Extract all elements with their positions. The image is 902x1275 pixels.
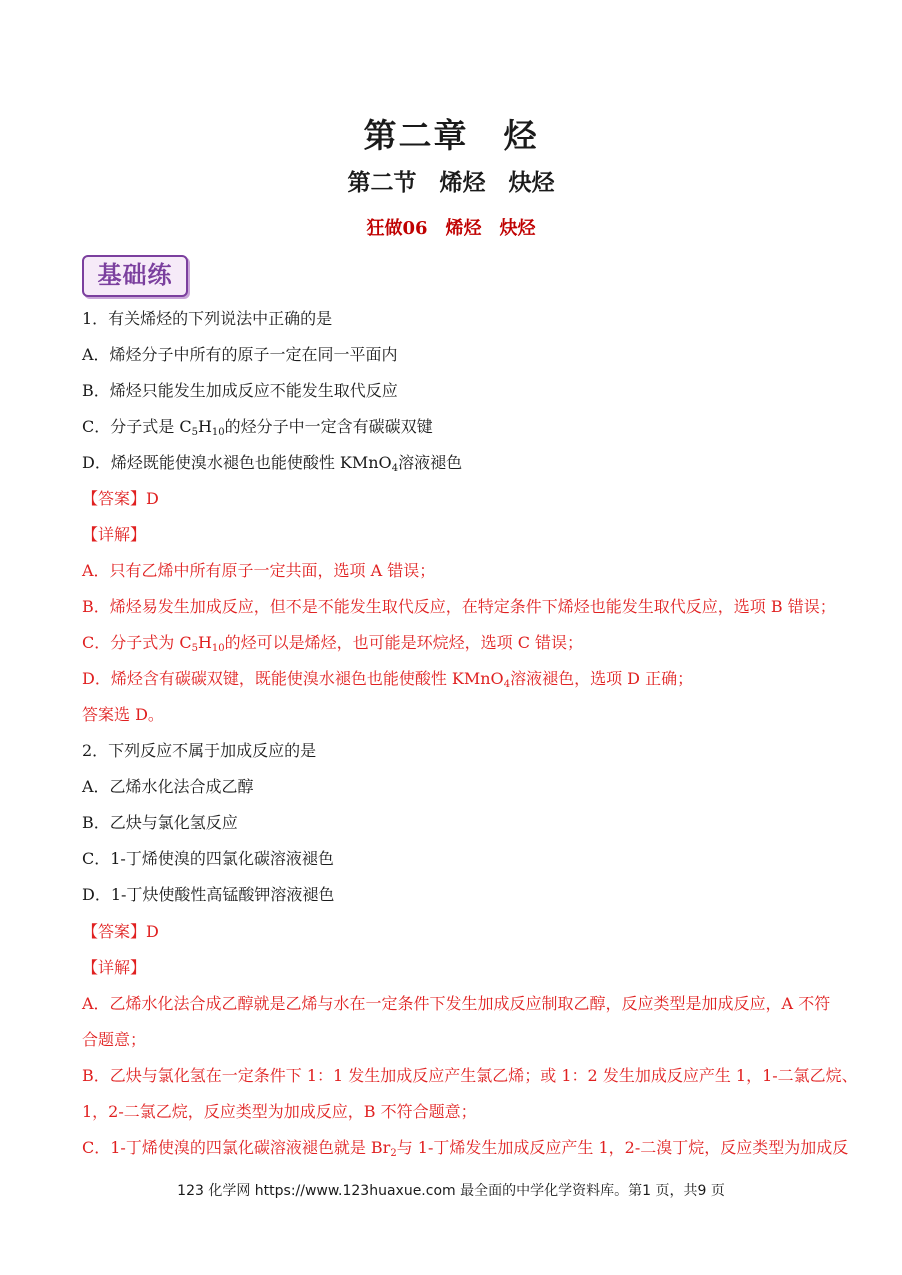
subscript: 5: [191, 427, 198, 438]
q2-stem: 2．下列反应不属于加成反应的是: [82, 741, 317, 760]
text: 溶液褪色，选项 D 正确；: [510, 669, 694, 688]
text: H: [197, 417, 212, 436]
q2-option-b: B．乙炔与氯化氢反应: [82, 813, 238, 832]
q2-answer: [82, 922, 159, 942]
exercise-subtitle: 狂做06 烯烃 炔烃: [366, 218, 536, 239]
text: C．分子式为 C: [82, 633, 192, 652]
subscript: 4: [503, 679, 511, 690]
badge-label: 基础练: [97, 260, 173, 289]
q1-explanation-a: A．只有乙烯中所有原子一定共面，选项 A 错误；: [82, 561, 436, 580]
text: D．烯烃含有碳碳双键，既能使溴水褪色也能使酸性 KMnO: [82, 669, 504, 688]
q2-explanation-c: [82, 1138, 848, 1158]
subscript: 10: [211, 427, 225, 438]
text: 的烃可以是烯烃，也可能是环烷烃，选项 C 错误；: [224, 633, 584, 652]
q1-detail-label: 【详解】: [82, 525, 147, 544]
chapter-title: 第二章 烃: [363, 116, 539, 155]
q2-explanation-b-line2: 1，2-二氯乙烷，反应类型为加成反应，B 不符合题意；: [82, 1102, 477, 1121]
text: 的烃分子中一定含有碳碳双键: [224, 417, 433, 436]
answer-label: 【答案】: [82, 489, 147, 508]
text: 与 1-丁烯发生加成反应产生 1，2-二溴丁烷，反应类型为加成反: [396, 1138, 849, 1157]
q1-answer: [82, 489, 159, 509]
basic-practice-badge: [82, 255, 188, 297]
q1-stem: 1．有关烯烃的下列说法中正确的是: [82, 309, 333, 328]
q2-explanation-a-line2: 合题意；: [82, 1030, 147, 1049]
q1-explanation-b: B．烯烃易发生加成反应，但不是不能发生取代反应，在特定条件下烯烃也能发生取代反应，选项 B 错误；: [82, 597, 836, 616]
text: C．1-丁烯使溴的四氯化碳溶液褪色就是 Br: [82, 1138, 391, 1157]
page-footer: 123 化学网 https://www.123huaxue.com 最全面的中学化学资料库。第1 页，共9 页: [177, 1183, 725, 1199]
q2-option-a: A．乙烯水化法合成乙醇: [82, 777, 254, 796]
text: H: [197, 633, 212, 652]
q2-option-d: D．1-丁炔使酸性高锰酸钾溶液褪色: [82, 885, 335, 904]
text: D．烯烃既能使溴水褪色也能使酸性 KMnO: [82, 453, 392, 472]
q1-option-b: B．烯烃只能发生加成反应不能发生取代反应: [82, 381, 398, 400]
section-title: 第二节 烯烃 炔烃: [347, 169, 555, 196]
q1-explanation-c: [82, 633, 583, 653]
answer-value: D: [146, 922, 159, 941]
text: C．分子式是 C: [82, 417, 192, 436]
q1-conclusion: 答案选 D。: [82, 705, 164, 724]
q2-detail-label: 【详解】: [82, 958, 147, 977]
q1-option-c: [82, 417, 433, 437]
subscript: 2: [390, 1148, 397, 1159]
text: 溶液褪色: [398, 453, 463, 472]
answer-label: 【答案】: [82, 922, 147, 941]
q1-option-d: [82, 453, 462, 473]
answer-value: D: [146, 489, 159, 508]
q1-explanation-d: [82, 669, 693, 689]
q2-explanation-a-line1: A．乙烯水化法合成乙醇就是乙烯与水在一定条件下发生加成反应制取乙醇，反应类型是加成反应，A 不符: [82, 994, 831, 1013]
q2-explanation-b-line1: B．乙炔与氯化氢在一定条件下 1：1 发生加成反应产生氯乙烯；或 1：2 发生加成反应产生 1，1-二氯乙烷、: [82, 1066, 858, 1085]
subscript: 5: [191, 643, 198, 654]
q2-option-c: C．1-丁烯使溴的四氯化碳溶液褪色: [82, 849, 334, 868]
q1-option-a: A．烯烃分子中所有的原子一定在同一平面内: [82, 345, 398, 364]
subscript: 10: [211, 643, 225, 654]
subscript: 4: [391, 463, 399, 474]
